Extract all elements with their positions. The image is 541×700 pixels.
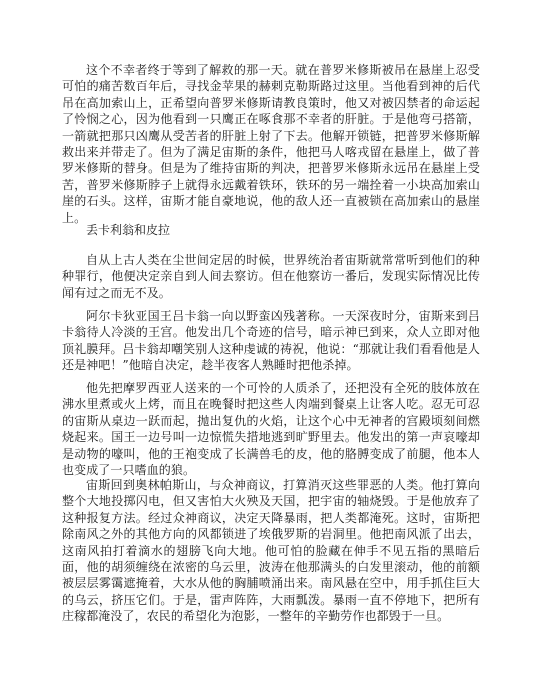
- paragraph-lycaon-punishment: 他先把摩罗西亚人送来的一个可怜的人质杀了，还把没有全死的肢体放在沸水里煮或火上烤，而且在晚餐时把这些人肉端到餐桌上让客人吃。忍无可忍的宙斯从桌边一跃而起，抛出复仇的火焰，让这个心中无神者的宫殿顷刻间燃烧起来。国王一边号叫一边惊慌失措地逃到旷野里去。他发出的第一声哀嚎却是动物的嚎叫，他的王袍变成了长满兽毛的皮，他的胳膊变成了前腿，他本人也变成了一只嗜血的狼。: [62, 381, 480, 478]
- paragraph-lycaon: 阿尔卡狄亚国王吕卡翁一向以野蛮凶残著称。一天深夜时分，宙斯来到吕卡翁待人冷淡的王宫。他发出几个奇迹的信号，暗示神已到来，众人立即对他顶礼膜拜。吕卡翁却嘲笑别人这种虔诚的祷祝，他说：“那就让我们看看他是人还是神吧！”他暗自决定，趁半夜客人熟睡时把他杀掉。: [62, 309, 480, 373]
- paragraph-flood: 宙斯回到奥林帕斯山，与众神商议，打算消灭这些罪恶的人类。他打算向整个大地投掷闪电，但又害怕大火殃及天国，把宇宙的轴烧毁。于是他放弃了这种报复方法。经过众神商议，决定天降暴雨，把人类都淹死。这时，宙斯把除南风之外的其他方向的风都锁进了埃俄罗斯的岩洞里。他把南风派了出去，这南风拍打着滴水的翅膀飞向大地。他可怕的脸藏在伸手不见五指的黑暗后面，他的胡须缠绕在浓密的乌云里，波涛在他那满头的白发里滚动，他的前额被层层雾霭遮掩着，大水从他的胸脯喷涌出来。南风悬在空中，用手抓住巨大的乌云，挤压它们。于是，雷声阵阵，大雨瓢泼。暴雨一直不停地下，把所有庄稼都淹没了，农民的希望化为泡影，一整年的辛勤劳作也都毁于一旦。: [62, 478, 480, 624]
- paragraph-prometheus-rescue: 这个不幸者终于等到了解救的那一天。就在普罗米修斯被吊在悬崖上忍受可怕的痛苦数百年后，寻找金苹果的赫剌克勒斯路过这里。当他看到神的后代吊在高加索山上，正希望向普罗米修斯请教良策时，他又对被囚禁者的命运起了怜悯之心，因为他看到一只鹰正在啄食那不幸者的肝脏。于是他弯弓搭箭，一箭就把那只凶鹰从受苦者的肝脏上射了下去。他解开锁链，把普罗米修斯解救出来并带走了。但为了满足宙斯的条件，他把马人喀戎留在悬崖上，做了普罗米修斯的替身。但是为了维持宙斯的判决，把普罗米修斯永远吊在悬崖上受苦，普罗米修斯脖子上就得永远戴着铁环，铁环的另一端拴着一小块高加索山崖的石头。这样，宙斯才能自豪地说，他的敌人还一直被锁在高加索山的悬崖上。: [62, 63, 480, 225]
- section-heading: 丢卡利翁和皮拉: [86, 223, 171, 237]
- paragraph-zeus-visit: 自从上古人类在尘世间定居的时候，世界统治者宙斯就常常听到他们的种种罪行，他便决定亲自到人间去察访。但在他察访一番后，发现实际情况比传闻有过之而无不及。: [62, 253, 480, 300]
